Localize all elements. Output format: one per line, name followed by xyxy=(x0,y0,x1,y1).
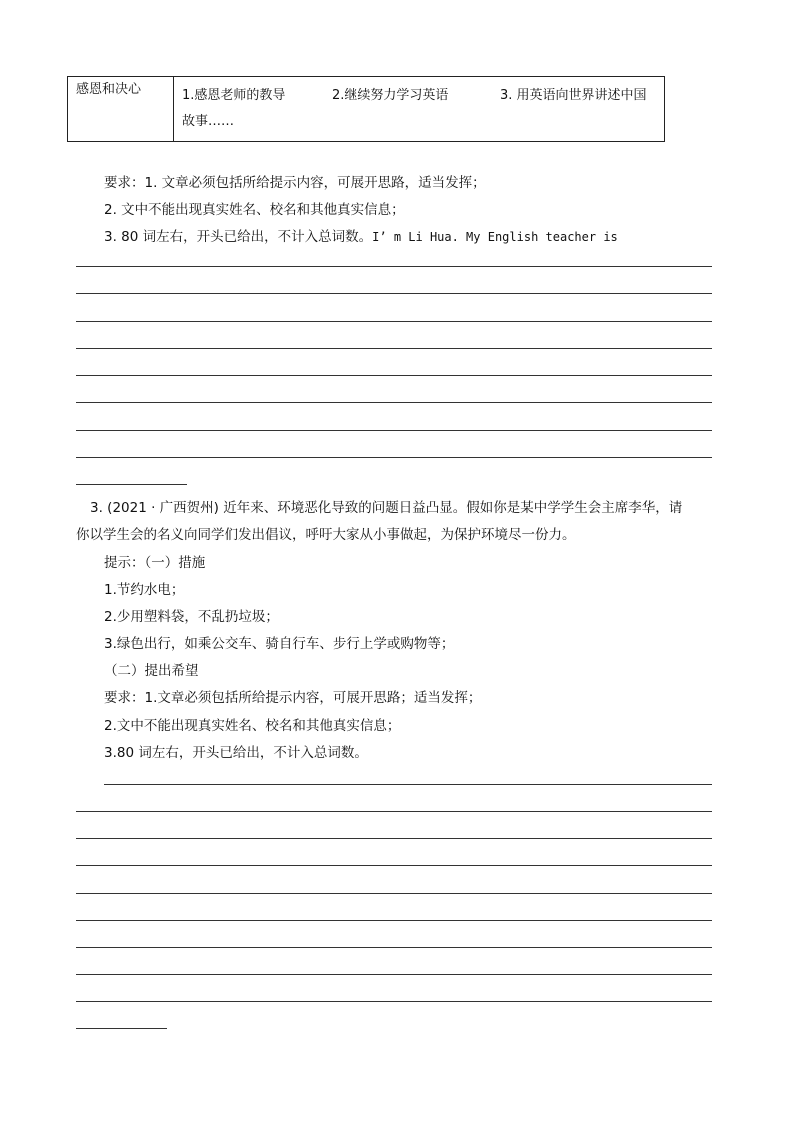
writing-line xyxy=(76,947,712,948)
table-row xyxy=(68,77,665,142)
q2-requirement-2: 2. 文中不能出现真实姓名、校名和其他真实信息； xyxy=(104,202,405,218)
table-item-3-continued: 故事…… xyxy=(182,114,235,129)
table-item-2: 2.继续努力学习英语 xyxy=(332,88,449,103)
writing-line xyxy=(76,920,712,921)
prompt-table xyxy=(67,76,665,142)
q3-hint-subtitle: （二）提出希望 xyxy=(104,663,199,679)
table-item-3: 3. 用英语向世界讲述中国 xyxy=(500,88,647,103)
table-label-cell: 感恩和决心 xyxy=(68,77,174,142)
q3-requirement-1: 要求：1.文章必须包括所给提示内容，可展开思路；适当发挥； xyxy=(104,690,482,706)
table-item-1: 1.感恩老师的教导 xyxy=(182,88,286,103)
writing-line xyxy=(76,402,712,403)
writing-line xyxy=(76,321,712,322)
q3-requirement-3: 3.80 词左右，开头已给出，不计入总词数。 xyxy=(104,745,368,761)
writing-line xyxy=(76,1001,712,1002)
q3-hint-1: 1.节约水电； xyxy=(104,582,185,598)
q3-hint-3: 3.绿色出行，如乘公交车、骑自行车、步行上学或购物等； xyxy=(104,636,455,652)
writing-line-short xyxy=(76,1028,167,1029)
writing-line xyxy=(104,784,712,785)
table-content-cell xyxy=(174,77,665,142)
q3-hint-2: 2.少用塑料袋，不乱扔垃圾； xyxy=(104,609,279,625)
q3-prompt-line-2: 你以学生会的名义向同学们发出倡议，呼吁大家从小事做起，为保护环境尽一份力。 xyxy=(76,527,576,543)
writing-line xyxy=(76,266,712,267)
writing-line xyxy=(76,974,712,975)
q2-requirement-3-text: 3. 80 词左右，开头已给出，不计入总词数。 xyxy=(104,229,373,245)
q2-opening-sentence: I’ m Li Hua. My English teacher is xyxy=(372,230,618,244)
writing-line xyxy=(76,348,712,349)
writing-line xyxy=(76,375,712,376)
writing-line xyxy=(76,293,712,294)
writing-line xyxy=(76,430,712,431)
writing-line xyxy=(76,457,712,458)
writing-line xyxy=(76,893,712,894)
writing-line xyxy=(76,865,712,866)
writing-line xyxy=(76,811,712,812)
q3-hint-title: 提示：（一）措施 xyxy=(104,555,206,571)
writing-line-short xyxy=(76,484,187,485)
q3-prompt-line-1: 3. (2021 · 广西贺州) 近年来、环境恶化导致的问题日益凸显。假如你是某中学学生会主席李华，请 xyxy=(90,500,683,516)
writing-line xyxy=(76,838,712,839)
q2-requirement-3 xyxy=(104,225,618,245)
q2-requirement-1: 要求：1. 文章必须包括所给提示内容，可展开思路，适当发挥； xyxy=(104,175,486,191)
q3-requirement-2: 2.文中不能出现真实姓名、校名和其他真实信息； xyxy=(104,718,401,734)
